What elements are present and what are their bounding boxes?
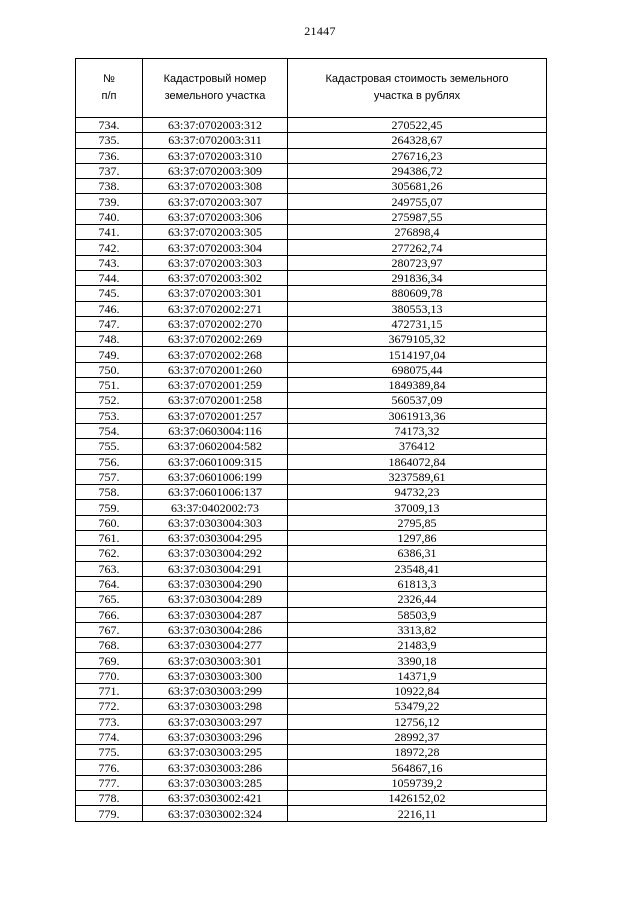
row-number-cell: 738. [76, 179, 143, 194]
cadastral-number-cell: 63:37:0702002:268 [143, 347, 288, 362]
table-row [76, 179, 547, 194]
table-row [76, 500, 547, 515]
cadastral-value-cell: 249755,07 [288, 194, 547, 209]
table-row [76, 225, 547, 240]
row-number-cell: 777. [76, 775, 143, 790]
cadastral-value-cell: 564867,16 [288, 760, 547, 775]
cadastral-value-cell: 12756,12 [288, 714, 547, 729]
table-row [76, 683, 547, 698]
table-row [76, 561, 547, 576]
cadastral-number-cell: 63:37:0303004:287 [143, 607, 288, 622]
row-number-cell: 758. [76, 485, 143, 500]
cadastral-number-cell: 63:37:0702003:309 [143, 163, 288, 178]
cadastral-number-cell: 63:37:0702001:259 [143, 378, 288, 393]
table-row [76, 362, 547, 377]
table-row [76, 209, 547, 224]
header-row-number [76, 59, 143, 118]
cadastral-value-cell: 1059739,2 [288, 775, 547, 790]
row-number-cell: 750. [76, 362, 143, 377]
row-number-cell: 734. [76, 118, 143, 133]
cadastral-value-cell: 3237589,61 [288, 469, 547, 484]
cadastral-value-cell: 305681,26 [288, 179, 547, 194]
cadastral-number-cell: 63:37:0303004:289 [143, 592, 288, 607]
cadastral-number-cell: 63:37:0303003:297 [143, 714, 288, 729]
row-number-cell: 741. [76, 225, 143, 240]
cadastral-value-cell: 880609,78 [288, 286, 547, 301]
table-row [76, 423, 547, 438]
row-number-cell: 739. [76, 194, 143, 209]
row-number-cell: 763. [76, 561, 143, 576]
table-row [76, 347, 547, 362]
cadastral-value-cell: 14371,9 [288, 668, 547, 683]
table-row [76, 729, 547, 744]
cadastral-number-cell: 63:37:0303004:303 [143, 515, 288, 530]
table-row [76, 133, 547, 148]
page-number: 21447 [304, 24, 336, 38]
cadastral-number-cell: 63:37:0303002:324 [143, 806, 288, 821]
cadastral-number-cell: 63:37:0702003:312 [143, 118, 288, 133]
table-row [76, 760, 547, 775]
table-row [76, 240, 547, 255]
cadastral-value-cell: 3061913,36 [288, 408, 547, 423]
cadastral-value-cell: 74173,32 [288, 423, 547, 438]
cadastral-value-cell: 2795,85 [288, 515, 547, 530]
row-number-cell: 775. [76, 745, 143, 760]
row-number-cell: 755. [76, 439, 143, 454]
table-row [76, 148, 547, 163]
row-number-cell: 773. [76, 714, 143, 729]
cadastral-value-cell: 37009,13 [288, 500, 547, 515]
row-number-cell: 772. [76, 699, 143, 714]
row-number-cell: 771. [76, 683, 143, 698]
cadastral-number-cell: 63:37:0702003:304 [143, 240, 288, 255]
row-number-cell: 766. [76, 607, 143, 622]
header-cadastral-number-line-2: земельного участка [164, 90, 266, 102]
cadastral-value-cell: 94732,23 [288, 485, 547, 500]
row-number-cell: 754. [76, 423, 143, 438]
table-row [76, 454, 547, 469]
row-number-cell: 757. [76, 469, 143, 484]
cadastral-number-cell: 63:37:0303004:290 [143, 576, 288, 591]
cadastral-value-cell: 2326,44 [288, 592, 547, 607]
table-row [76, 638, 547, 653]
row-number-cell: 745. [76, 286, 143, 301]
cadastral-number-cell: 63:37:0603004:116 [143, 423, 288, 438]
row-number-cell: 748. [76, 332, 143, 347]
table-row [76, 622, 547, 637]
cadastral-number-cell: 63:37:0702002:269 [143, 332, 288, 347]
cadastral-number-cell: 63:37:0702003:307 [143, 194, 288, 209]
cadastral-number-cell: 63:37:0303003:298 [143, 699, 288, 714]
cadastral-number-cell: 63:37:0303003:301 [143, 653, 288, 668]
table-row [76, 332, 547, 347]
row-number-cell: 774. [76, 729, 143, 744]
table-row [76, 469, 547, 484]
cadastral-number-cell: 63:37:0303002:421 [143, 791, 288, 806]
table-row [76, 286, 547, 301]
table-row [76, 592, 547, 607]
header-cadastral-value [288, 59, 547, 118]
row-number-cell: 749. [76, 347, 143, 362]
table-row [76, 393, 547, 408]
row-number-cell: 761. [76, 531, 143, 546]
cadastral-number-cell: 63:37:0303003:295 [143, 745, 288, 760]
table-row [76, 546, 547, 561]
cadastral-value-table [75, 58, 547, 822]
row-number-cell: 769. [76, 653, 143, 668]
cadastral-number-cell: 63:37:0601009:315 [143, 454, 288, 469]
row-number-cell: 776. [76, 760, 143, 775]
row-number-cell: 742. [76, 240, 143, 255]
cadastral-value-cell: 1297,86 [288, 531, 547, 546]
cadastral-number-cell: 63:37:0303003:300 [143, 668, 288, 683]
cadastral-value-cell: 472731,15 [288, 316, 547, 331]
header-cadastral-value-line-2: участка в рублях [373, 90, 461, 102]
row-number-cell: 751. [76, 378, 143, 393]
row-number-cell: 779. [76, 806, 143, 821]
cadastral-number-cell: 63:37:0702003:306 [143, 209, 288, 224]
row-number-cell: 746. [76, 301, 143, 316]
cadastral-value-cell: 18972,28 [288, 745, 547, 760]
cadastral-value-cell: 376412 [288, 439, 547, 454]
cadastral-number-cell: 63:37:0702003:301 [143, 286, 288, 301]
cadastral-value-cell: 28992,37 [288, 729, 547, 744]
cadastral-value-cell: 58503,9 [288, 607, 547, 622]
cadastral-number-cell: 63:37:0303004:291 [143, 561, 288, 576]
cadastral-value-cell: 270522,45 [288, 118, 547, 133]
header-cadastral-number-line-1: Кадастровый номер [163, 73, 267, 85]
cadastral-value-cell: 698075,44 [288, 362, 547, 377]
row-number-cell: 753. [76, 408, 143, 423]
row-number-cell: 759. [76, 500, 143, 515]
table-row [76, 806, 547, 821]
row-number-cell: 765. [76, 592, 143, 607]
cadastral-number-cell: 63:37:0303004:292 [143, 546, 288, 561]
row-number-cell: 744. [76, 270, 143, 285]
table-row [76, 118, 547, 133]
table-body [76, 118, 547, 822]
table-row [76, 301, 547, 316]
table-row [76, 270, 547, 285]
cadastral-number-cell: 63:37:0702001:258 [143, 393, 288, 408]
row-number-cell: 737. [76, 163, 143, 178]
table-row [76, 775, 547, 790]
cadastral-number-cell: 63:37:0702003:302 [143, 270, 288, 285]
row-number-cell: 736. [76, 148, 143, 163]
header-cadastral-number [143, 59, 288, 118]
cadastral-value-cell: 291836,34 [288, 270, 547, 285]
cadastral-number-cell: 63:37:0702002:270 [143, 316, 288, 331]
cadastral-value-cell: 276716,23 [288, 148, 547, 163]
table-row [76, 745, 547, 760]
row-number-cell: 770. [76, 668, 143, 683]
cadastral-value-cell: 380553,13 [288, 301, 547, 316]
cadastral-value-cell: 3313,82 [288, 622, 547, 637]
cadastral-number-cell: 63:37:0702001:257 [143, 408, 288, 423]
cadastral-number-cell: 63:37:0702003:303 [143, 255, 288, 270]
cadastral-number-cell: 63:37:0601006:137 [143, 485, 288, 500]
cadastral-value-cell: 21483,9 [288, 638, 547, 653]
table-row [76, 316, 547, 331]
row-number-cell: 735. [76, 133, 143, 148]
cadastral-value-cell: 560537,09 [288, 393, 547, 408]
cadastral-number-cell: 63:37:0303004:277 [143, 638, 288, 653]
table-row [76, 515, 547, 530]
table-row [76, 531, 547, 546]
table-row [76, 607, 547, 622]
table-row [76, 699, 547, 714]
row-number-cell: 764. [76, 576, 143, 591]
cadastral-number-cell: 63:37:0702001:260 [143, 362, 288, 377]
cadastral-value-cell: 10922,84 [288, 683, 547, 698]
cadastral-value-cell: 23548,41 [288, 561, 547, 576]
row-number-cell: 743. [76, 255, 143, 270]
cadastral-value-cell: 276898,4 [288, 225, 547, 240]
cadastral-value-cell: 1426152,02 [288, 791, 547, 806]
table-row [76, 653, 547, 668]
cadastral-value-cell: 264328,67 [288, 133, 547, 148]
cadastral-value-cell: 277262,74 [288, 240, 547, 255]
cadastral-value-cell: 294386,72 [288, 163, 547, 178]
cadastral-value-cell: 280723,97 [288, 255, 547, 270]
header-cadastral-value-line-1: Кадастровая стоимость земельного [325, 73, 509, 85]
table-row [76, 576, 547, 591]
cadastral-number-cell: 63:37:0303003:299 [143, 683, 288, 698]
cadastral-value-cell: 1514197,04 [288, 347, 547, 362]
cadastral-value-cell: 6386,31 [288, 546, 547, 561]
table-row [76, 255, 547, 270]
row-number-cell: 740. [76, 209, 143, 224]
table-row [76, 668, 547, 683]
row-number-cell: 778. [76, 791, 143, 806]
header-number-sign: № [103, 73, 115, 85]
table-row [76, 163, 547, 178]
cadastral-number-cell: 63:37:0303003:296 [143, 729, 288, 744]
row-number-cell: 768. [76, 638, 143, 653]
cadastral-number-cell: 63:37:0601006:199 [143, 469, 288, 484]
cadastral-value-cell: 61813,3 [288, 576, 547, 591]
cadastral-number-cell: 63:37:0303004:286 [143, 622, 288, 637]
table-row [76, 439, 547, 454]
row-number-cell: 762. [76, 546, 143, 561]
cadastral-value-cell: 1849389,84 [288, 378, 547, 393]
row-number-cell: 752. [76, 393, 143, 408]
cadastral-number-cell: 63:37:0402002:73 [143, 500, 288, 515]
row-number-cell: 747. [76, 316, 143, 331]
cadastral-number-cell: 63:37:0303003:285 [143, 775, 288, 790]
row-number-cell: 756. [76, 454, 143, 469]
table-row [76, 714, 547, 729]
table-row [76, 791, 547, 806]
cadastral-value-cell: 1864072,84 [288, 454, 547, 469]
cadastral-value-cell: 3390,18 [288, 653, 547, 668]
cadastral-number-cell: 63:37:0702002:271 [143, 301, 288, 316]
header-number-abbrev: п/п [101, 90, 117, 102]
cadastral-number-cell: 63:37:0702003:308 [143, 179, 288, 194]
cadastral-number-cell: 63:37:0702003:305 [143, 225, 288, 240]
cadastral-number-cell: 63:37:0303003:286 [143, 760, 288, 775]
cadastral-number-cell: 63:37:0602004:582 [143, 439, 288, 454]
cadastral-number-cell: 63:37:0303004:295 [143, 531, 288, 546]
cadastral-value-cell: 275987,55 [288, 209, 547, 224]
cadastral-value-cell: 2216,11 [288, 806, 547, 821]
table-row [76, 485, 547, 500]
table-header-row [76, 59, 547, 118]
table-row [76, 194, 547, 209]
row-number-cell: 760. [76, 515, 143, 530]
table-row [76, 408, 547, 423]
cadastral-value-cell: 53479,22 [288, 699, 547, 714]
cadastral-number-cell: 63:37:0702003:311 [143, 133, 288, 148]
row-number-cell: 767. [76, 622, 143, 637]
cadastral-value-cell: 3679105,32 [288, 332, 547, 347]
cadastral-number-cell: 63:37:0702003:310 [143, 148, 288, 163]
table-row [76, 378, 547, 393]
